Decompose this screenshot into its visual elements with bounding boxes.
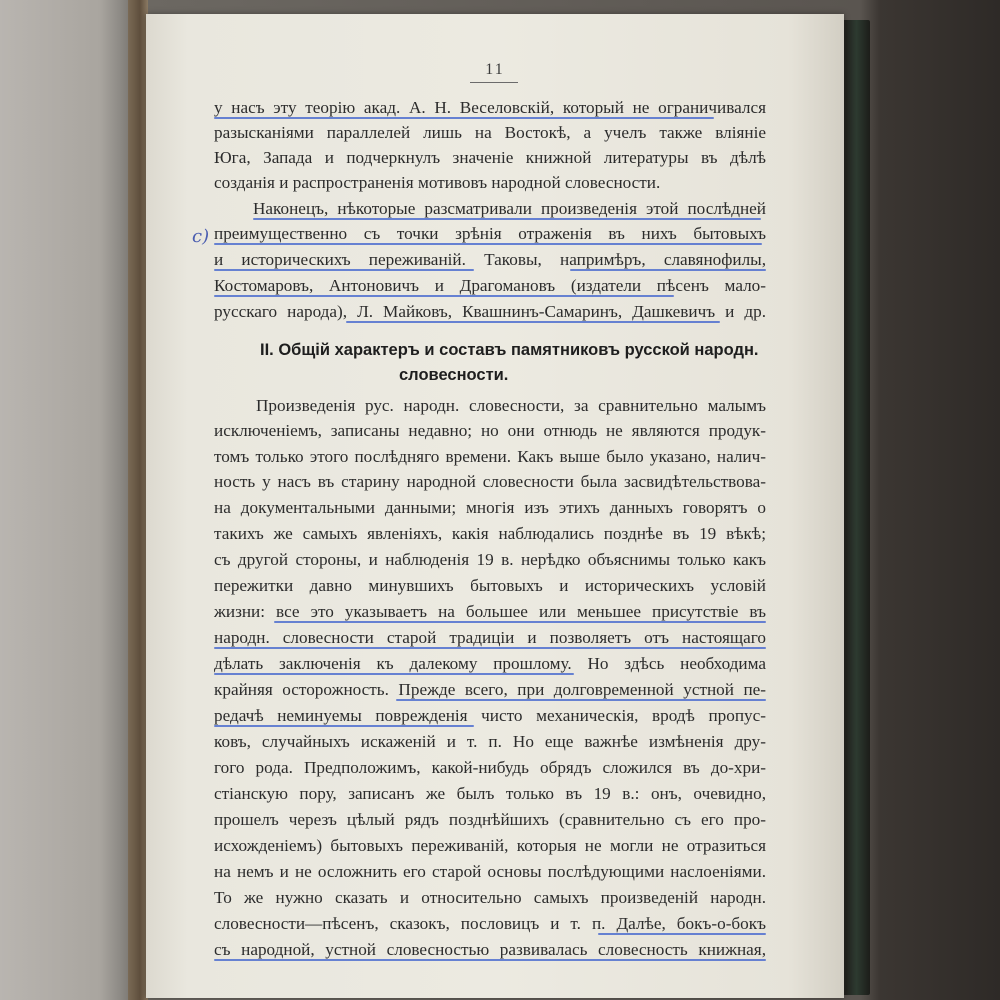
text-line: народн. словесности старой традиціи и позволяетъ отъ настоящаго (214, 628, 766, 647)
pencil-underline (214, 673, 574, 675)
pencil-underline (214, 647, 766, 649)
text-line: созданія и распространенія мотивовъ народной словесности. (214, 173, 661, 192)
text-line: дѣлать заключенія къ далекому прошлому. Но здѣсь необходима (214, 654, 766, 673)
text-line: на документальными данными; многія изъ этихъ данныхъ говорятъ о (214, 498, 766, 517)
text-line: Юга, Запада и подчеркнулъ значеніе книжной литературы въ дѣлѣ (214, 148, 766, 167)
text-line: исключеніемъ, записаны недавно; но они отнюдь не являются продук- (214, 421, 766, 440)
text-line: преимущественно съ точки зрѣнія отраженія въ нихъ бытовыхъ (214, 224, 766, 243)
text-line: прошелъ черезъ цѣлый рядъ позднѣйшихъ (сравнительно съ его про- (214, 810, 766, 829)
margin-note: с) (192, 226, 210, 247)
text-line: ковъ, случайныхъ искаженій и т. п. Но еще важнѣе измѣненія дру- (214, 732, 766, 751)
text-line: То же нужно сказать и относительно самыхъ произведеній народн. (214, 888, 766, 907)
text-line: исхожденіемъ) бытовыхъ переживаній, которыя не могли не отразиться (214, 836, 766, 855)
text-line: съ другой стороны, и наблюденія 19 в. нерѣдко объяснимы только какъ (214, 550, 766, 569)
pencil-underline (570, 269, 766, 271)
text-line: Наконецъ, нѣкоторые разсматривали произведенія этой послѣдней (253, 199, 766, 218)
pencil-underline (214, 243, 762, 245)
text-line: стіанскую пору, записанъ же былъ только въ 19 в.: онъ, очевидно, (214, 784, 766, 803)
pencil-underline (214, 269, 474, 271)
text-line: Произведенія рус. народн. словесности, за сравнительно малымъ (256, 396, 766, 415)
text-line: такихъ же самыхъ явленіяхъ, какія наблюдались позднѣе въ 19 вѣкѣ; (214, 524, 766, 543)
text-line: пережитки давно минувшихъ бытовыхъ и историческихъ условій (214, 576, 766, 595)
page-number-rule (470, 82, 518, 83)
pencil-underline (598, 933, 766, 935)
pencil-underline (214, 959, 766, 961)
text-line: томъ только этого послѣдняго времени. Какъ выше было указано, налич- (214, 447, 766, 466)
pencil-underline (214, 295, 674, 297)
book-left-edge (128, 0, 148, 1000)
page-number: 11 (485, 61, 505, 78)
pencil-underline (214, 117, 714, 119)
text-line: русскаго народа), Л. Майковъ, Квашнинъ-Самаринъ, Дашкевичъ и др. (214, 302, 766, 321)
text-line: словесности—пѣсенъ, сказокъ, пословицъ и т. п. Далѣе, бокъ-о-бокъ (214, 914, 766, 933)
section-heading-continuation: словесности. (399, 366, 509, 384)
text-line: съ народной, устной словесностью развивалась словесность книжная, (214, 940, 766, 959)
pencil-underline (396, 699, 766, 701)
text-line: и историческихъ переживаній. Таковы, напримѣръ, славянофилы, (214, 250, 766, 269)
text-line: гого рода. Предположимъ, какой-нибудь обрядъ сложился въ до-хри- (214, 758, 766, 777)
text-line: разысканіями параллелей лишь на Востокѣ, а учелъ также вліяніе (214, 123, 766, 142)
text-line: жизни: все это указываетъ на большее или меньшее присутствіе въ (214, 602, 766, 621)
text-line: редачѣ неминуемы поврежденія чисто механическія, вродѣ пропус- (214, 706, 766, 725)
pencil-underline (253, 218, 761, 220)
text-line: крайняя осторожность. Прежде всего, при долговременной устной пе- (214, 680, 766, 699)
pencil-underline (214, 725, 474, 727)
pencil-underline (274, 621, 766, 623)
text-line: на немъ и не осложнить его старой основы послѣдующими наслоеніями. (214, 862, 766, 881)
book-page (146, 14, 844, 998)
text-line: Костомаровъ, Антоновичъ и Драгомановъ (издатели пѣсенъ мало- (214, 276, 766, 295)
pencil-underline (346, 321, 720, 323)
section-heading: II. Общій характеръ и составъ памятниковъ русской народн. (260, 341, 759, 359)
text-line: ность у насъ въ старину народной словесности была засвидѣтельствова- (214, 472, 766, 491)
text-line: у насъ эту теорію акад. А. Н. Веселовскій, который не ограничивался (214, 98, 766, 117)
